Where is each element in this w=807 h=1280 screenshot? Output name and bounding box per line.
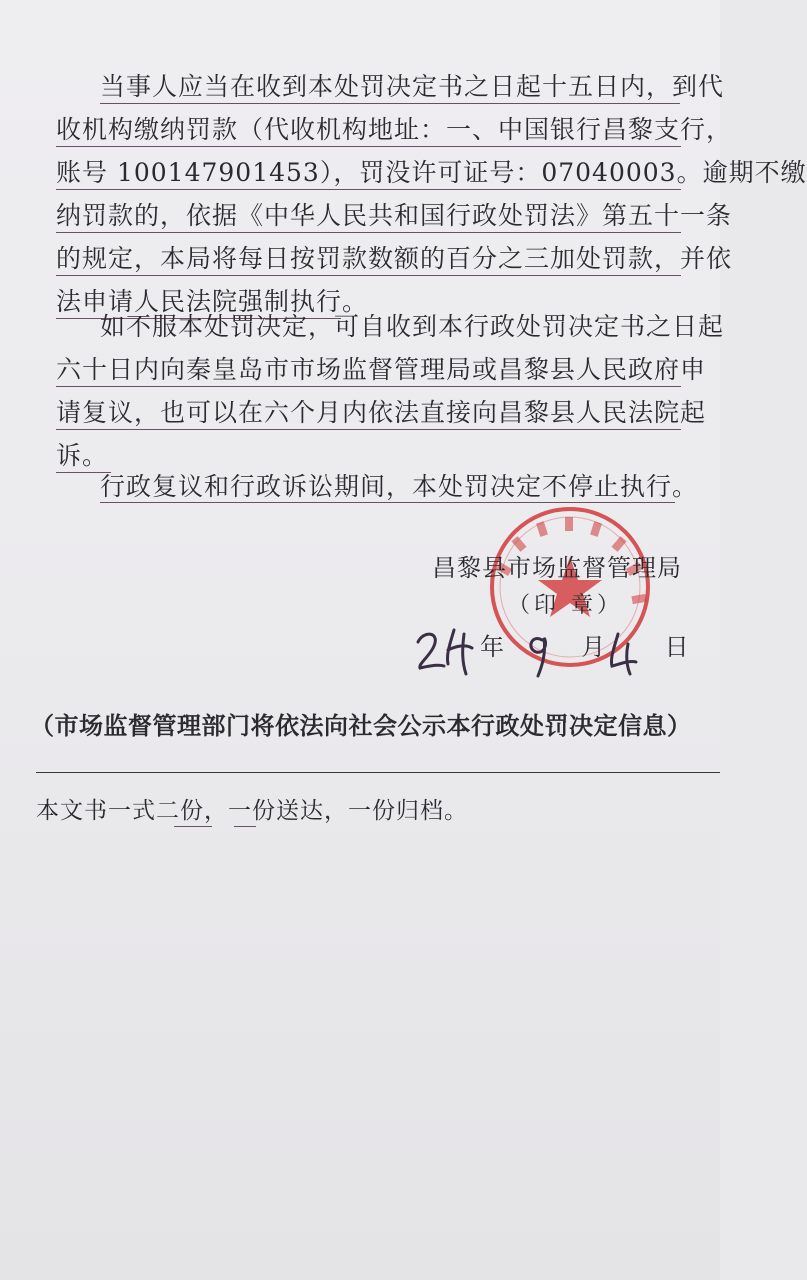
month-label: 月	[581, 633, 606, 661]
para2-line-2: 六十日内向秦皇岛市市场监督管理局或昌黎县人民政府申	[56, 355, 707, 384]
issuing-authority: 昌黎县市场监督管理局	[432, 554, 682, 582]
para2-line-1: 如不服本处罚决定，可自收到本行政处罚决定书之日起	[100, 312, 725, 341]
para2-line-3: 请复议，也可以在六个月内依法直接向昌黎县人民法院起	[56, 398, 707, 427]
underline	[56, 275, 681, 276]
underline	[56, 189, 681, 190]
underline	[56, 386, 681, 387]
year-label: 年	[480, 633, 504, 661]
seal-label: （印 章）	[508, 593, 623, 618]
para1-line-6: 法申请人民法院强制执行。	[56, 287, 369, 316]
para1-line-5: 的规定，本局将每日按罚款数额的百分之三加处罚款，并依	[56, 244, 733, 273]
para1-line-4: 纳罚款的，依据《中华人民共和国行政处罚法》第五十一条	[56, 201, 733, 230]
underline	[56, 146, 681, 147]
para1-line-3: 账号 100147901453），罚没许可证号：07040003。逾期不缴	[56, 158, 807, 187]
public-disclosure-notice: （市场监督管理部门将依法向社会公示本行政处罚决定信息）	[30, 711, 692, 740]
copies-note: 本文书一式二份，一份送达，一份归档。	[36, 798, 468, 824]
underline	[234, 826, 256, 827]
para1-line-1: 当事人应当在收到本处罚决定书之日起十五日内，到代	[100, 72, 725, 101]
para3-line: 行政复议和行政诉讼期间，本处罚决定不停止执行。	[100, 472, 699, 501]
day-label: 日	[664, 633, 689, 661]
para1-line-2: 收机构缴纳罚款（代收机构地址：一、中国银行昌黎支行，	[56, 115, 733, 144]
underline	[56, 429, 681, 430]
underline	[56, 232, 681, 233]
date-row	[480, 627, 689, 662]
underline	[174, 826, 212, 827]
divider	[36, 772, 720, 773]
underline	[100, 103, 680, 104]
para2-line-4: 诉。	[56, 441, 109, 470]
